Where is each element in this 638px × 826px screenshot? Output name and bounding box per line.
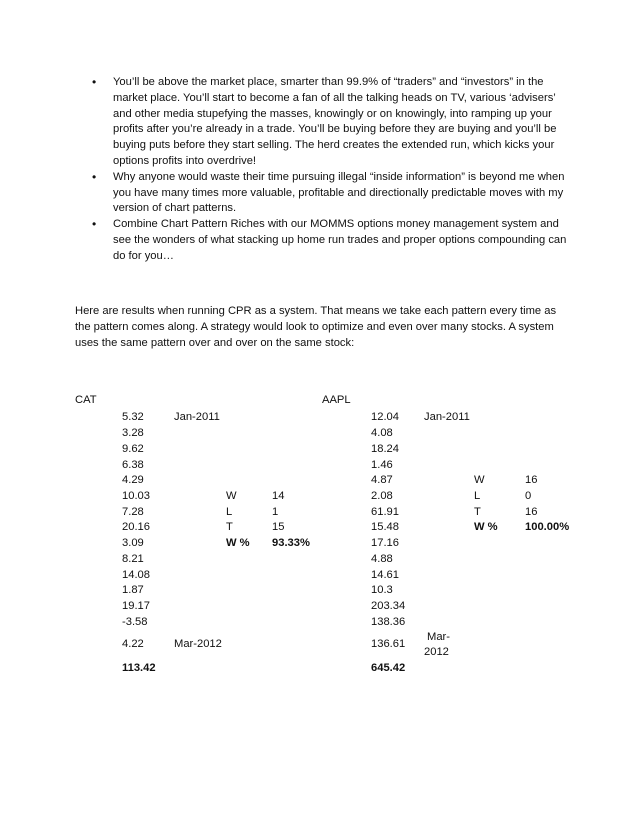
- aapl-value-cell: 4.88: [371, 553, 393, 565]
- bullet-text: Why anyone would waste their time pursuing illegal “inside information” is beyond me when you have many times more valuable, profitable and directionally predictable moves with my version of chart patterns.: [113, 170, 565, 215]
- aapl-value-cell: 10.3: [371, 584, 393, 596]
- aapl-value-cell: 61.91: [371, 506, 399, 518]
- aapl-value-cell: 18.24: [371, 443, 399, 455]
- aapl-value-cell: 203.34: [371, 600, 406, 612]
- cat-value-cell: 6.38: [122, 459, 144, 471]
- aapl-start-date: Jan-2011: [424, 411, 470, 423]
- aapl-value-cell: 136.61: [371, 638, 406, 650]
- aapl-t-label: T: [474, 506, 481, 518]
- aapl-total: 645.42: [371, 662, 406, 674]
- cat-value-cell: 10.03: [122, 490, 150, 502]
- aapl-win-pct-value: 100.00%: [525, 521, 570, 533]
- cat-value-cell: 8.21: [122, 553, 144, 565]
- cat-value-cell: 4.29: [122, 474, 144, 486]
- bullet-list: [92, 75, 572, 265]
- aapl-w-label: W: [474, 474, 485, 486]
- cat-w-value: 14: [272, 490, 285, 502]
- aapl-end-date-line1: Mar-: [427, 631, 450, 643]
- bullet-dot-icon: •: [92, 217, 97, 232]
- aapl-l-label: L: [474, 490, 481, 502]
- cat-w-label: W: [226, 490, 237, 502]
- cat-total: 113.42: [122, 662, 156, 674]
- aapl-value-cell: 1.46: [371, 459, 393, 471]
- cat-value-cell: 20.16: [122, 521, 150, 533]
- cat-win-pct-label: W %: [226, 537, 250, 549]
- bullet-dot-icon: •: [92, 169, 97, 184]
- bullet-dot-icon: •: [92, 75, 97, 89]
- cat-l-label: L: [226, 506, 233, 518]
- cat-value-cell: -3.58: [122, 616, 148, 628]
- bullet-item: [92, 170, 572, 217]
- cat-value-cell: 9.62: [122, 443, 144, 455]
- cat-value-cell: 7.28: [122, 506, 144, 518]
- cat-value-cell: 1.87: [122, 584, 144, 596]
- cat-value-cell: 14.08: [122, 569, 150, 581]
- cat-ticker: CAT: [75, 394, 97, 406]
- cat-value-cell: 3.28: [122, 427, 144, 439]
- aapl-t-value: 16: [525, 506, 538, 518]
- aapl-value-cell: 4.87: [371, 474, 393, 486]
- aapl-end-date-line2: 2012: [424, 646, 449, 658]
- cat-start-date: Jan-2011: [174, 411, 220, 423]
- aapl-value-cell: 138.36: [371, 616, 406, 628]
- bullet-text: Combine Chart Pattern Riches with our MOMMS options money management system and see the wonders of what stacking up home run trades and proper options compounding can do for you…: [113, 218, 567, 262]
- cat-t-label: T: [226, 521, 233, 533]
- aapl-value-cell: 14.61: [371, 569, 399, 581]
- aapl-value-cell: 17.16: [371, 537, 399, 549]
- cat-win-pct-value: 93.33%: [272, 537, 310, 549]
- aapl-l-value: 0: [525, 490, 532, 502]
- cat-t-value: 15: [272, 521, 285, 533]
- aapl-win-pct-label: W %: [474, 521, 498, 533]
- cat-end-date: Mar-2012: [174, 638, 222, 650]
- cat-l-value: 1: [272, 506, 279, 518]
- cat-value-cell: 5.32: [122, 411, 144, 423]
- intro-paragraph: Here are results when running CPR as a system. That means we take each pattern every time as the pattern comes along. A strategy would look to optimize and even over many stocks. A system uses the same pattern over and over on the same stock:: [75, 305, 557, 350]
- cat-value-cell: 3.09: [122, 537, 144, 549]
- cat-value-cell: 19.17: [122, 600, 150, 612]
- bullet-text: You’ll be above the market place, smarter than 99.9% of “traders” and “investors” in the market place. You’ll start to become a fan of all the talking heads on TV, various ‘advisers’ and other media stupefying the masses, knowingly or on knowingly, into ramping up your profits after you’re already in a trade. You’ll be buying before they are buying and you’ll be buying puts before they start selling. The herd creates the extended run, which kicks your options profits into overdrive!: [113, 76, 557, 167]
- aapl-value-cell: 15.48: [371, 521, 399, 533]
- aapl-w-value: 16: [525, 474, 538, 486]
- bullet-item: [92, 217, 572, 264]
- bullet-item: [92, 75, 572, 170]
- aapl-ticker: AAPL: [322, 394, 351, 406]
- aapl-value-cell: 2.08: [371, 490, 393, 502]
- aapl-value-cell: 12.04: [371, 411, 399, 423]
- aapl-value-cell: 4.08: [371, 427, 393, 439]
- cat-value-cell: 4.22: [122, 638, 144, 650]
